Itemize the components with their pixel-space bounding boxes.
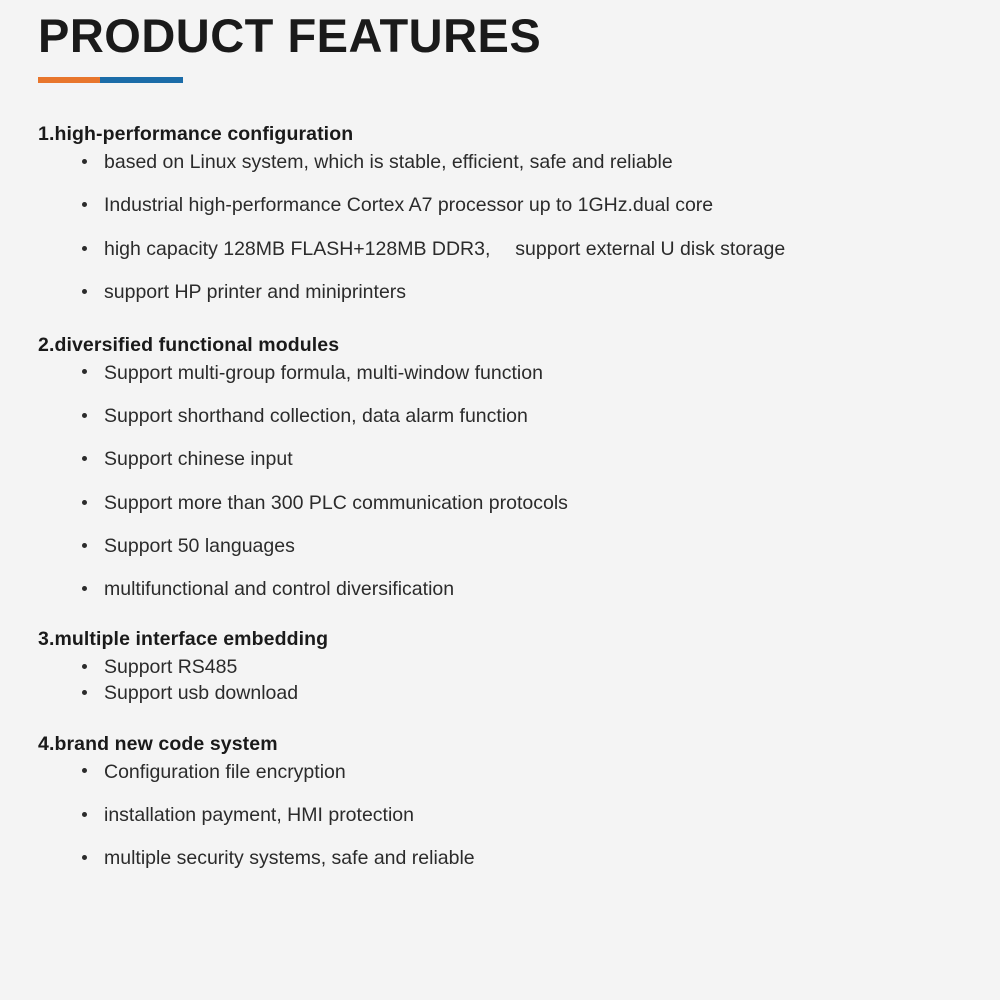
list-item	[78, 681, 962, 705]
section-heading: 1.high-performance configuration	[38, 123, 354, 145]
section-bullet-list	[38, 150, 962, 305]
rule-segment-blue	[100, 77, 183, 83]
bullet-dot-icon	[82, 664, 87, 669]
list-item	[78, 534, 962, 558]
section-bullet-list	[38, 655, 962, 706]
bullet-dot-icon	[82, 369, 87, 374]
section-heading: 2.diversified functional modules	[38, 333, 340, 356]
list-item-text: Support 50 languages	[104, 535, 295, 557]
list-item	[78, 803, 962, 827]
list-item-text: support HP printer and miniprinters	[104, 281, 407, 304]
bullet-dot-icon	[82, 690, 87, 695]
feature-section-2	[38, 334, 962, 602]
list-item	[78, 577, 962, 601]
list-item-text: installation payment, HMI protection	[104, 803, 414, 826]
list-item-text: Configuration file encryption	[104, 760, 346, 783]
bullet-dot-icon	[82, 159, 87, 164]
list-item	[78, 491, 962, 515]
feature-section-1	[38, 123, 962, 305]
section-heading: 3.multiple interface embedding	[38, 627, 329, 650]
list-item-text: Industrial high-performance Cortex A7 processor up to 1GHz.dual core	[104, 194, 714, 217]
list-item-text: Support multi-group formula, multi-window function	[104, 361, 543, 384]
bullet-dot-icon	[82, 768, 87, 773]
section-heading: 4.brand new code system	[38, 732, 278, 755]
feature-section-3	[38, 628, 962, 706]
list-item-text: multiple security systems, safe and reliable	[104, 847, 475, 870]
bullet-dot-icon	[82, 543, 87, 548]
list-item-text: based on Linux system, which is stable, efficient, safe and reliable	[104, 151, 673, 173]
list-item	[78, 655, 962, 679]
list-item	[78, 846, 962, 870]
page-title: PRODUCT FEATURES	[38, 9, 542, 62]
list-item	[78, 237, 962, 261]
section-bullet-list	[38, 361, 962, 602]
bullet-dot-icon	[82, 812, 87, 817]
rule-segment-orange	[38, 77, 100, 83]
list-item-text: Support RS485	[104, 655, 238, 678]
list-item	[78, 760, 962, 784]
bullet-dot-icon	[82, 855, 87, 860]
bullet-dot-icon	[82, 202, 87, 207]
list-item	[78, 150, 962, 174]
list-item-text: Support usb download	[104, 682, 299, 705]
list-item	[78, 404, 962, 428]
bullet-dot-icon	[82, 586, 87, 591]
list-item	[78, 447, 962, 471]
list-item-text: multifunctional and control diversification	[104, 578, 455, 601]
list-item-text: Support more than 300 PLC communication protocols	[104, 491, 568, 514]
section-bullet-list	[38, 760, 962, 871]
bullet-dot-icon	[82, 500, 87, 505]
bullet-dot-icon	[82, 246, 87, 251]
list-item-text: high capacity 128MB FLASH+128MB DDR3, support external U disk storage	[104, 237, 786, 260]
list-item	[78, 280, 962, 304]
title-underline-rule	[38, 77, 183, 83]
feature-section-4	[38, 733, 962, 871]
bullet-dot-icon	[82, 413, 87, 418]
feature-sections	[38, 123, 962, 871]
list-item	[78, 193, 962, 217]
list-item-text: Support chinese input	[104, 448, 293, 471]
bullet-dot-icon	[82, 289, 87, 294]
bullet-dot-icon	[82, 456, 87, 461]
list-item	[78, 361, 962, 385]
list-item-text: Support shorthand collection, data alarm function	[104, 404, 528, 427]
